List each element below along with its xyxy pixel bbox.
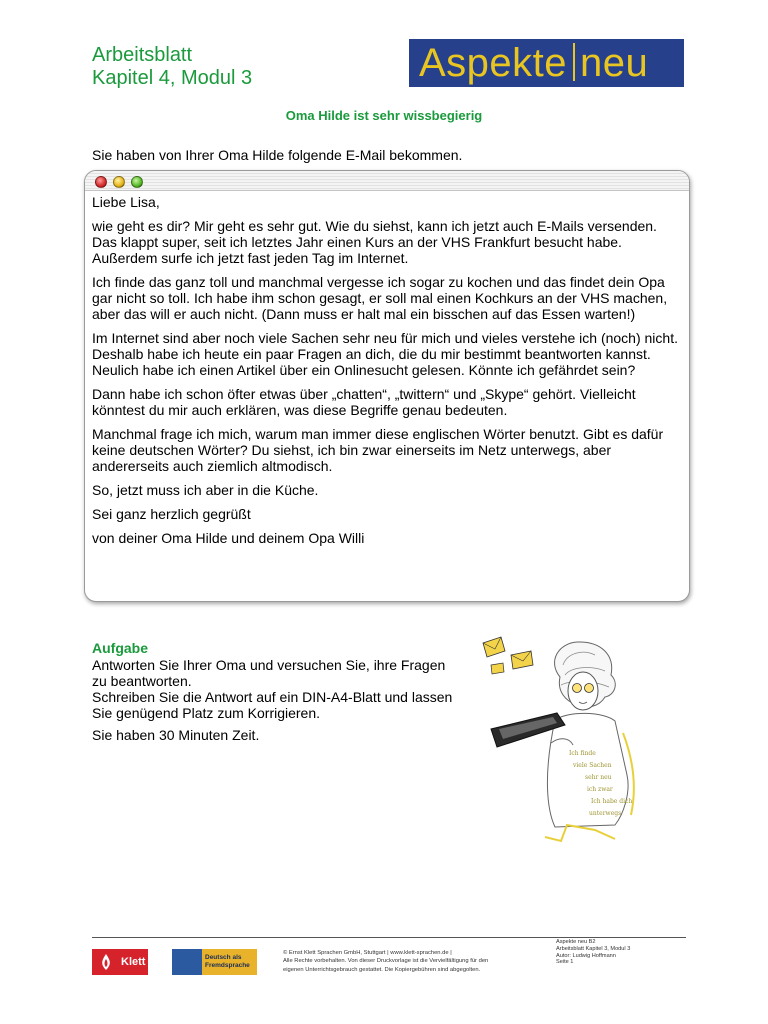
email-window-titlebar [85,171,689,191]
copyright-notice [283,949,488,974]
task-instructions [92,657,457,749]
email-body [85,191,689,546]
klett-flame-icon [96,952,116,972]
svg-text:ich zwar: ich zwar [587,786,613,793]
document-meta [556,939,630,966]
envelope-icon [511,651,533,669]
email-closing: Sei ganz herzlich gegrüßt [92,506,251,522]
klett-logo [92,949,148,975]
email-greeting: Liebe Lisa, [92,194,160,210]
email-signature: von deiner Oma Hilde und deinem Opa Willi [92,530,365,546]
svg-text:Ich habe dich: Ich habe dich [591,798,633,805]
klett-label: Klett [121,956,146,968]
email-window [84,170,690,602]
copyright-line: © Ernst Klett Sprachen GmbH, Stuttgart | www.klett-sprachen.de | [283,950,452,956]
email-paragraph: Im Internet sind aber noch viele Sachen sehr neu für mich und vieles verstehe ich (noch) nicht. Deshalb habe ich heute ein paar Fragen an dich, die du mir bestimmt beantworten kannst. Neulich habe ich einen Artikel über ein Onlinesucht gelesen. Könnte ich gefährdet sein? [92,330,678,378]
meta-line: Autor: Ludwig Hoffmann [556,952,616,959]
grandma-illustration [455,625,670,850]
close-window-icon [95,176,107,188]
intro-text: Sie haben von Ihrer Oma Hilde folgende E-Mail bekommen. [92,147,463,163]
svg-text:Ich finde: Ich finde [569,750,596,757]
meta-line: Seite 1 [556,959,574,966]
svg-text:viele Sachen: viele Sachen [573,762,612,769]
email-paragraph: Dann habe ich schon öfter etwas über „chatten“, „twittern“ und „Skype“ gehört. Vielleicht könntest du mir auch erklären, was diese Begriffe genau bedeuten. [92,386,636,418]
title-line-2: Kapitel 4, Modul 3 [92,67,253,89]
daf-line-2: Fremdsprache [205,962,250,969]
envelope-icon [491,663,504,674]
email-paragraph: Ich finde das ganz toll und manchmal vergesse ich sogar zu kochen und das findet dein Opa gar nicht so toll. Ich habe ihm schon gesagt, er soll mal einen Kochkurs an der VHS machen, aber das will er auch nicht. (Dann muss er halt mal ein bisschen auf das Essen warten!) [92,274,668,322]
meta-line: Aspekte neu B2 [556,939,596,945]
task-line: Sie haben 30 Minuten Zeit. [92,727,260,743]
logo-divider [573,43,575,81]
footer-divider [92,937,686,938]
daf-logo [172,949,257,975]
svg-text:unterwegs: unterwegs [589,810,622,817]
email-paragraph: So, jetzt muss ich aber in die Küche. [92,482,319,498]
logo-text-left: Aspekte [419,41,568,85]
email-paragraph: Manchmal frage ich mich, warum man immer diese englischen Wörter benutzt. Gibt es dafür keine deutschen Wörter? Du siehst, ich bin zwar einerseits im Netz unterwegs, aber andererseits auch ziemlich altmodisch. [92,426,664,474]
title-line-1: Arbeitsblatt [92,44,193,66]
page-subtitle: Oma Hilde ist sehr wissbegierig [285,108,483,123]
copyright-line: Alle Rechte vorbehalten. Von dieser Druckvorlage ist die Vervielfältigung für den [283,958,489,965]
task-heading: Aufgabe [92,640,148,656]
meta-line: Arbeitsblatt Kapitel 3, Modul 3 [556,945,631,952]
logo-text-right: neu [580,41,649,85]
maximize-window-icon [131,176,143,188]
copyright-line: eigenen Unterrichtsgebrauch gestattet. Die Kopiergebühren sind abgegolten. [283,966,481,973]
aspekte-neu-logo [409,39,684,87]
task-line: Antworten Sie Ihrer Oma und versuchen Sie, ihre Fragen zu beantworten. [92,657,446,689]
email-paragraph: wie geht es dir? Mir geht es sehr gut. Wie du siehst, kann ich jetzt auch E-Mails versenden. Das klappt super, seit ich letztes Jahr einen Kurs an der VHS Frankfurt besucht habe. Außerdem surfe ich jetzt fast jeden Tag im Internet. [92,218,657,266]
envelope-icon [483,637,505,657]
worksheet-title [92,44,252,90]
task-line: Schreiben Sie die Antwort auf ein DIN-A4-Blatt und lassen Sie genügend Platz zum Korrigieren. [92,689,453,721]
svg-text:sehr neu: sehr neu [585,774,612,781]
minimize-window-icon [113,176,125,188]
daf-logo-block [172,949,202,975]
daf-line-1: Deutsch als [205,954,242,961]
